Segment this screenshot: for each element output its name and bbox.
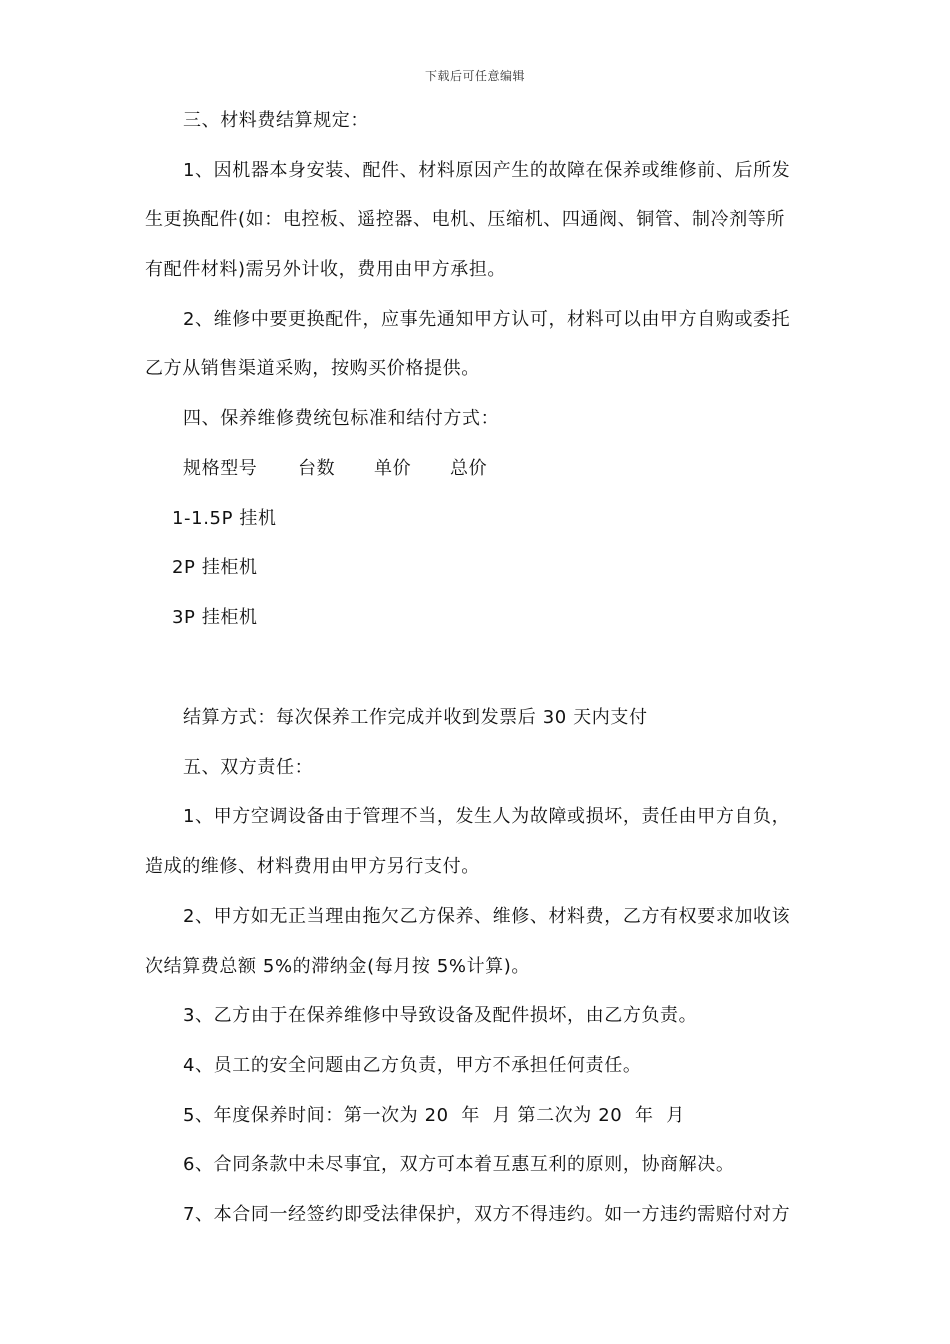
column-header-total-price: 总价 xyxy=(450,458,488,479)
price-table-header xyxy=(183,456,487,482)
section-3-item-1-line-3: 有配件材料)需另外计收，费用由甲方承担。 xyxy=(145,259,507,280)
section-5-item-4: 4、员工的安全问题由乙方负责，甲方不承担任何责任。 xyxy=(183,1055,642,1076)
section-3-title: 三、材料费结算规定： xyxy=(183,110,369,131)
section-3-item-1-line-1: 1、因机器本身安装、配件、材料原因产生的故障在保养或维修前、后所发 xyxy=(183,160,791,181)
section-5-item-1-line-1: 1、甲方空调设备由于管理不当，发生人为故障或损坏，责任由甲方自负， xyxy=(183,806,791,827)
section-5-item-2-line-1: 2、甲方如无正当理由拖欠乙方保养、维修、材料费，乙方有权要求加收该 xyxy=(183,906,791,927)
page-header-note: 下载后可任意编辑 xyxy=(424,69,525,83)
column-header-unit-price: 单价 xyxy=(374,458,412,479)
section-5-title: 五、双方责任： xyxy=(183,757,314,778)
price-table-row: 1-1.5P 挂机 xyxy=(172,508,277,529)
section-5-item-1-line-2: 造成的维修、材料费用由甲方另行支付。 xyxy=(145,856,480,877)
section-5-item-2-line-2: 次结算费总额 5%的滞纳金(每月按 5%计算)。 xyxy=(145,956,530,977)
section-3-item-2-line-2: 乙方从销售渠道采购，按购买价格提供。 xyxy=(145,358,480,379)
section-3-item-1-line-2: 生更换配件(如：电控板、遥控器、电机、压缩机、四通阀、铜管、制冷剂等所 xyxy=(145,209,786,230)
section-5-item-3: 3、乙方由于在保养维修中导致设备及配件损坏，由乙方负责。 xyxy=(183,1005,698,1026)
section-5-item-6: 6、合同条款中未尽事宜，双方可本着互惠互利的原则，协商解决。 xyxy=(183,1154,735,1175)
column-header-quantity: 台数 xyxy=(298,458,336,479)
settlement-method: 结算方式：每次保养工作完成并收到发票后 30 天内支付 xyxy=(183,707,648,728)
section-5-item-5: 5、年度保养时间：第一次为 20 年 月 第二次为 20 年 月 xyxy=(183,1105,685,1126)
price-table-row: 3P 挂柜机 xyxy=(172,607,258,628)
price-table-row: 2P 挂柜机 xyxy=(172,557,258,578)
section-3-item-2-line-1: 2、维修中要更换配件，应事先通知甲方认可，材料可以由甲方自购或委托 xyxy=(183,309,791,330)
column-header-spec: 规格型号 xyxy=(183,458,258,479)
section-5-item-7-line-1: 7、本合同一经签约即受法律保护，双方不得违约。如一方违约需赔付对方 xyxy=(183,1204,791,1225)
section-4-title: 四、保养维修费统包标准和结付方式： xyxy=(183,408,500,429)
